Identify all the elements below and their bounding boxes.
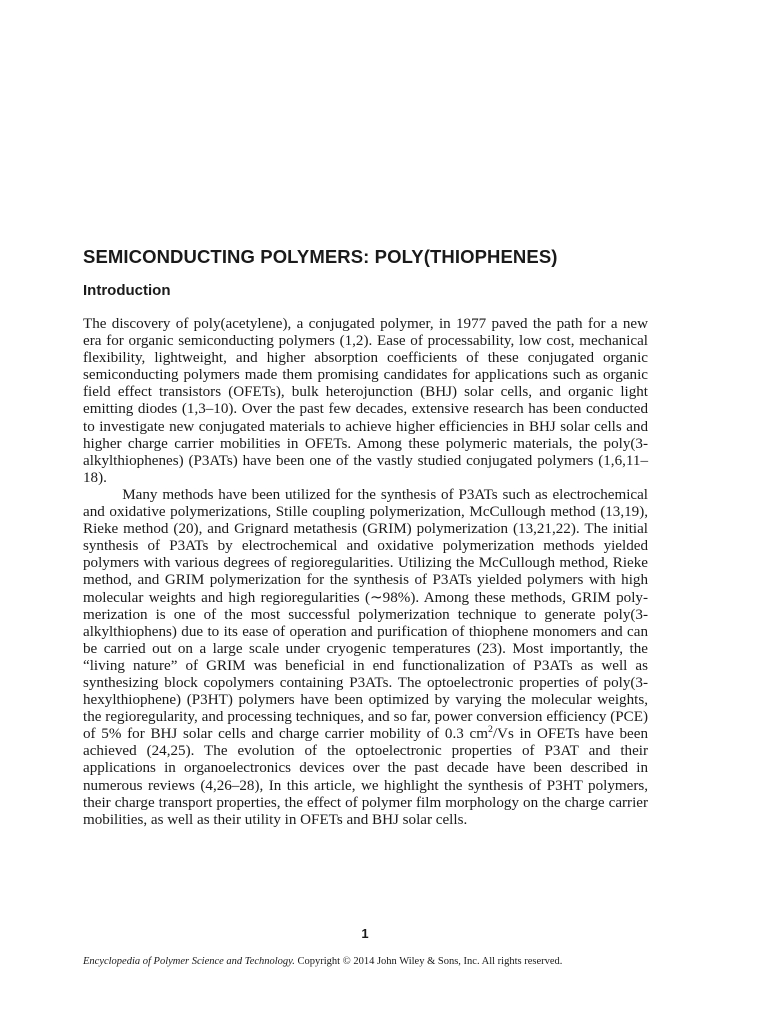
paragraph-2 [83,487,648,829]
section-heading: Introduction [83,282,171,299]
paragraph-2-superscript: 2 [487,724,493,736]
footer-copyright: Copyright © 2014 John Wiley & Sons, Inc. All rights reserved. [294,956,563,967]
paragraph-2-text-end: /Vs in OFETs have been achieved (24,25). The evolution of the optoelectronic properties of P3AT and their applications in organoelectronics devices over the past decade have been described in numerous reviews (4,26–28), In this article, we highlight the synthesis of P3HT polymers, their charge transport properties, the effect of polymer film morphology on the charge carrier mobilities, as well as their utility in OFETs and BHJ solar cells. [83,726,648,828]
paragraph-2-text-start: Many methods have been utilized for the synthesis of P3ATs such as electrochemical and oxidative polymerizations, Stille coupling polymerization, McCullough method (13,19), Rieke method (20), and Grignard metathesis (GRIM) polymerization (13,21,22). The initial synthesis of P3ATs by electrochemical and oxidative polymerization methods yielded polymers with various degrees of regioregularities. Utilizing the McCullough method, Rieke method, and GRIM polymerization for the synthesis of P3ATs yielded polymers with high molecular weights and high regioregularities (∼98%). Among these methods, GRIM polymerization is one of the most successful polymerization technique to generate poly(3-alkylthiophens) due to its ease of operation and purification of thiophene monomers and can be carried out on a large scale under cryogenic temperatures (23). Most importantly, the “living nature” of GRIM was beneficial in end functionalization of P3ATs as well as synthesizing block copolymers containing P3ATs. The optoelectronic properties of poly(3-hexylthiophene) (P3HT) polymers have been optimized by varying the molecular weights, the regioregularity, and processing techniques, and so far, power conversion efficiency (PCE) of 5% for BHJ solar cells and charge carrier mobility of 0.3 cm [83,486,648,743]
article-title: SEMICONDUCTING POLYMERS: POLY(THIOPHENES) [83,246,558,267]
page-number: 1 [361,926,369,941]
article-body [83,316,648,829]
paragraph-1: The discovery of poly(acetylene), a conjugated polymer, in 1977 paved the path for a new era for organic semiconducting polymers (1,2). Ease of processability, low cost, mechanical flexibility, lightweight, and higher absorption coefficients of these conjugated organic semiconducting polymers made them promising candidates for applications such as organic field effect transistors (OFETs), bulk heterojunction (BHJ) solar cells, and organic light emitting diodes (1,3–10). Over the past few decades, extensive research has been conducted to investigate new conjugated materials to achieve higher efficiencies in BHJ solar cells and higher charge carrier mobilities in OFETs. Among these polymeric materials, the poly(3-alkylthiophenes) (P3ATs) have been one of the vastly studied conjugated polymers (1,6,11–18). [83,316,648,486]
footer [83,955,648,968]
footer-journal-title: Encyclopedia of Polymer Science and Technology. [83,956,295,967]
